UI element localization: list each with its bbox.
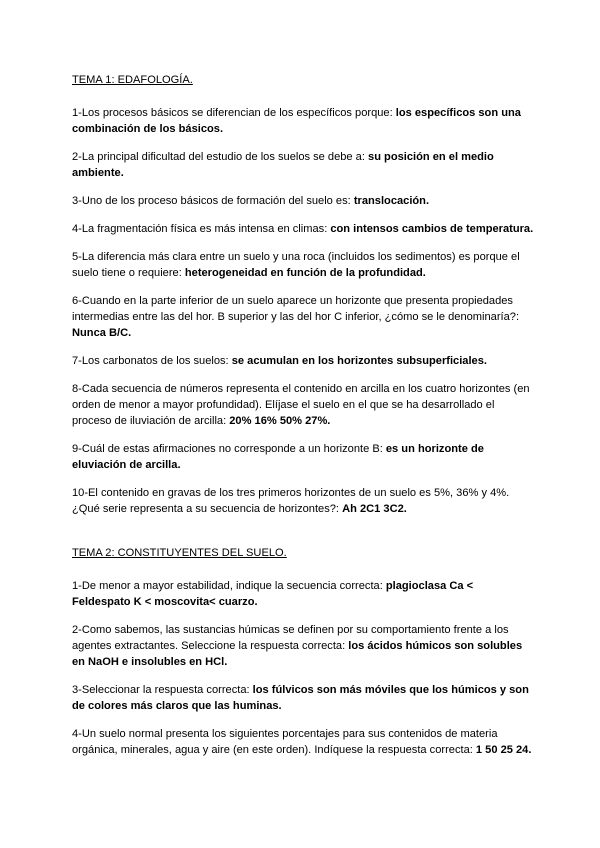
question-answer: los específicos son una combinación de los básicos. — [72, 107, 521, 135]
question-1-2 — [72, 149, 534, 181]
question-text: 5-La diferencia más clara entre un suelo y una roca (incluidos los sedimentos) es porque el suelo tiene o requiere: — [72, 251, 520, 279]
question-answer: con intensos cambios de temperatura. — [330, 223, 534, 235]
question-1-5 — [72, 249, 534, 281]
question-answer: es un horizonte de eluviación de arcilla. — [72, 443, 484, 471]
question-answer: plagioclasa Ca < Feldespato K < moscovita< cuarzo. — [72, 580, 474, 608]
question-text: 9-Cuál de estas afirmaciones no corresponde a un horizonte B: — [72, 443, 386, 455]
question-text: 6-Cuando en la parte inferior de un suelo aparece un horizonte que presenta propiedades intermedias entre las del hor. B superior y las del hor C inferior, ¿cómo se le denominaría?: — [72, 295, 520, 323]
question-answer: 20% 16% 50% 27%. — [229, 415, 331, 427]
question-answer: heterogeneidad en función de la profundidad. — [184, 267, 426, 279]
question-answer: su posición en el medio ambiente. — [72, 151, 494, 179]
question-2-2 — [72, 622, 534, 670]
question-answer: los fúlvicos son más móviles que los húmicos y son de colores más claros que las huminas. — [72, 684, 529, 712]
question-text: 10-El contenido en gravas de los tres primeros horizontes de un suelo es 5%, 36% y 4%. ¿Qué serie representa a su secuencia de horizontes?: — [72, 487, 510, 515]
question-1-3 — [72, 193, 534, 209]
question-text: 7-Los carbonatos de los suelos: — [72, 355, 232, 367]
question-text: 8-Cada secuencia de números representa el contenido en arcilla en los cuatro horizontes (en orden de menor a mayor profundidad). Elíjase el suelo en el que se ha desarrollado el proceso de iluviación de arcilla: — [72, 383, 530, 427]
question-answer: los ácidos húmicos son solubles en NaOH e insolubles en HCl. — [72, 640, 523, 668]
question-answer: translocación. — [353, 195, 430, 207]
question-1-9 — [72, 441, 534, 473]
document-page — [72, 60, 534, 770]
section-heading-tema-2: TEMA 2: CONSTITUYENTES DEL SUELO. — [72, 547, 287, 559]
question-2-4 — [72, 726, 534, 758]
question-answer: Nunca B/C. — [72, 327, 132, 339]
question-2-1 — [72, 578, 534, 610]
question-text: 1-Los procesos básicos se diferencian de los específicos porque: — [72, 107, 396, 119]
question-text: 1-De menor a mayor estabilidad, indique la secuencia correcta: — [72, 580, 386, 592]
question-answer: 1 50 25 24. — [475, 744, 532, 756]
question-answer: se acumulan en los horizontes subsuperficiales. — [231, 355, 487, 367]
question-text: 4-La fragmentación física es más intensa en climas: — [72, 223, 331, 235]
question-text: 2-Como sabemos, las sustancias húmicas se definen por su comportamiento frente a los agentes extractantes. Seleccione la respuesta correcta: — [72, 624, 509, 652]
question-2-3 — [72, 682, 534, 714]
question-1-8 — [72, 381, 534, 429]
question-answer: Ah 2C1 3C2. — [342, 503, 407, 515]
question-text: 2-La principal dificultad del estudio de los suelos se debe a: — [72, 151, 369, 163]
section-heading-tema-1: TEMA 1: EDAFOLOGÍA. — [72, 74, 193, 86]
question-1-1 — [72, 105, 534, 137]
question-1-6 — [72, 293, 534, 341]
question-1-7 — [72, 353, 534, 369]
question-text: 3-Uno de los proceso básicos de formación del suelo es: — [72, 195, 354, 207]
question-1-10 — [72, 485, 534, 517]
question-1-4 — [72, 221, 534, 237]
question-text: 3-Seleccionar la respuesta correcta: — [72, 684, 253, 696]
question-text: 4-Un suelo normal presenta los siguientes porcentajes para sus contenidos de materia orgánica, minerales, agua y aire (en este orden). Indíquese la respuesta correcta: — [72, 728, 498, 756]
